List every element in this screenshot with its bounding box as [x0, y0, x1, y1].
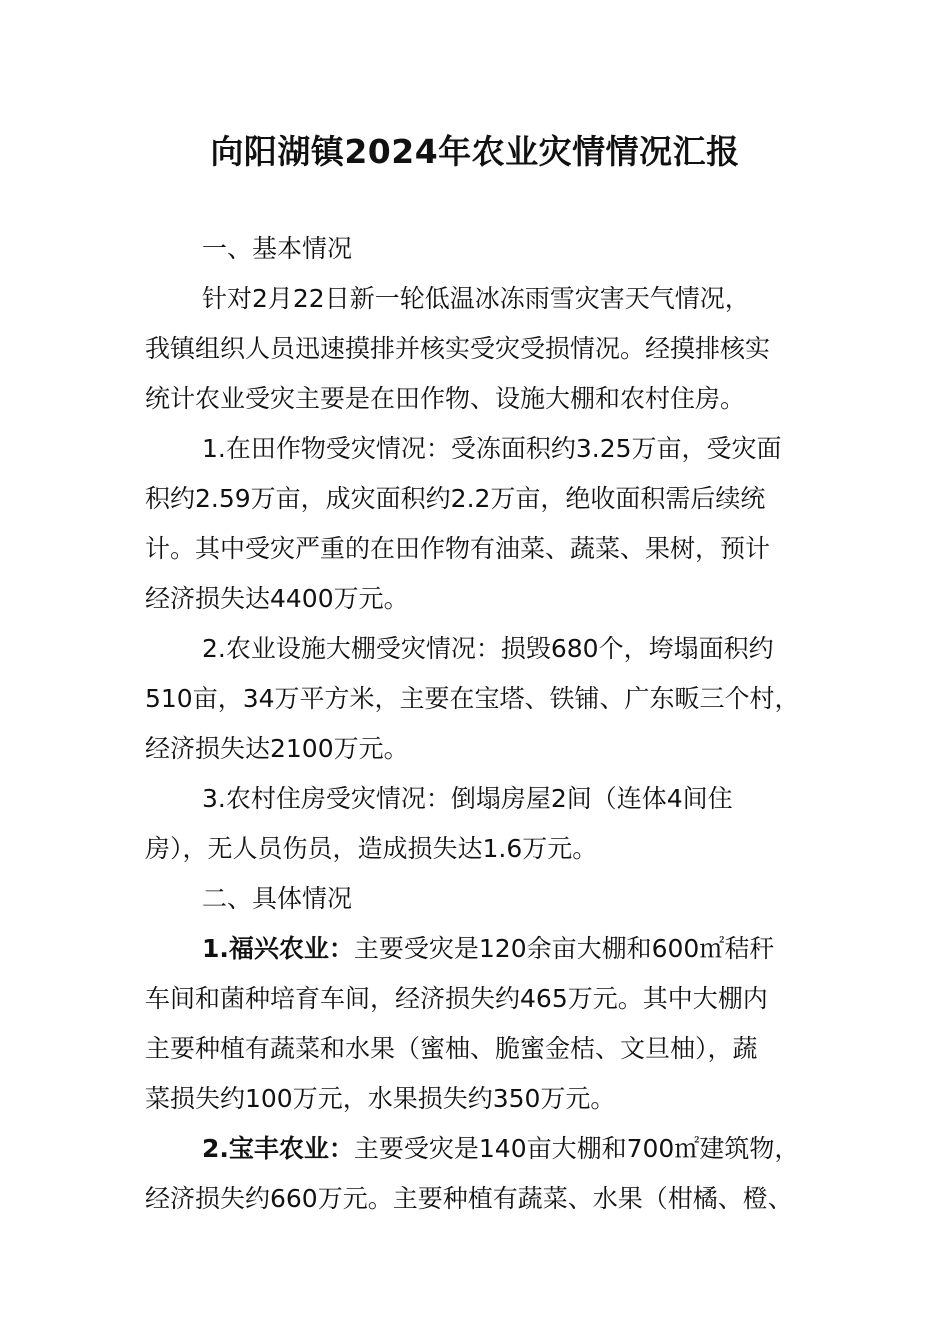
document-title: 向阳湖镇2024年农业灾情情况汇报 — [210, 132, 740, 171]
paragraph-line: 经济损失达2100万元。 — [145, 734, 409, 763]
paragraph-line: 510亩，34万平方米，主要在宝塔、铁铺、广东畈三个村， — [145, 684, 800, 713]
paragraph-line: 积约2.59万亩，成灾面积约2.2万亩，绝收面积需后续统 — [145, 484, 766, 513]
paragraph-line: 计。其中受灾严重的在田作物有油菜、蔬菜、果树，预计 — [145, 534, 771, 563]
paragraph-line: 1.在田作物受灾情况：受冻面积约3.25万亩，受灾面 — [202, 434, 782, 463]
fuxing-label: 1.福兴农业： — [202, 934, 354, 963]
paragraph-line — [145, 1124, 835, 1174]
paragraph-line: 经济损失达4400万元。 — [145, 584, 409, 613]
paragraph-line: 房），无人员伤员，造成损失达1.6万元。 — [145, 834, 598, 863]
paragraph-line: 3.农村住房受灾情况：倒塌房屋2间（连体4间住 — [202, 784, 733, 813]
paragraph-line: 菜损失约100万元，水果损失约350万元。 — [145, 1084, 616, 1113]
paragraph-line: 我镇组织人员迅速摸排并核实受灾受损情况。经摸排核实 — [145, 334, 771, 363]
paragraph-text: 主要受灾是140亩大棚和700㎡建筑物， — [353, 1134, 800, 1163]
paragraph-line: 车间和菌种培育车间，经济损失约465万元。其中大棚内 — [145, 984, 768, 1013]
paragraph-line: 统计农业受灾主要是在田作物、设施大棚和农村住房。 — [145, 384, 746, 413]
document-body — [145, 224, 835, 1224]
section-heading-basic: 一、基本情况 — [202, 234, 353, 263]
paragraph-text: 主要受灾是120余亩大棚和600㎡秸秆 — [353, 934, 775, 963]
baofeng-label: 2.宝丰农业： — [202, 1134, 354, 1163]
paragraph-line: 针对2月22日新一轮低温冰冻雨雪灾害天气情况， — [202, 284, 750, 313]
paragraph-line: 经济损失约660万元。主要种植有蔬菜、水果（柑橘、橙、 — [145, 1184, 793, 1213]
section-heading-details: 二、具体情况 — [202, 884, 353, 913]
paragraph-line: 2.农业设施大棚受灾情况：损毁680个，垮塌面积约 — [202, 634, 774, 663]
paragraph-line: 主要种植有蔬菜和水果（蜜柚、脆蜜金桔、文旦柚），蔬 — [145, 1034, 758, 1063]
paragraph-line — [145, 924, 835, 974]
